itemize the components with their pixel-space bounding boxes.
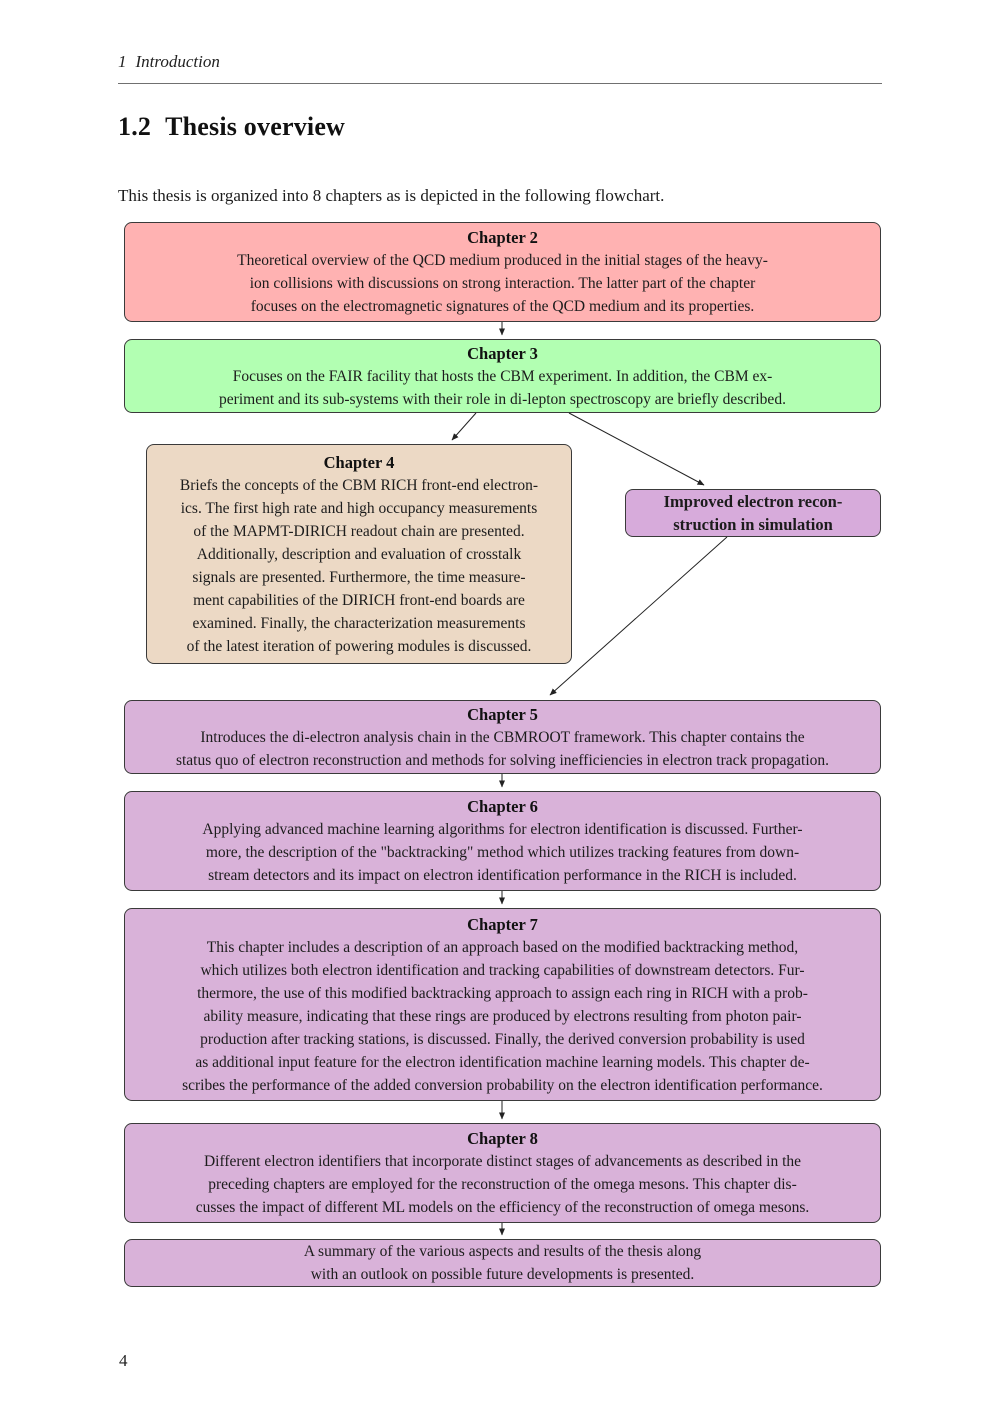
node-text-line: with an outlook on possible future developments is presented. bbox=[310, 1266, 695, 1283]
node-text-line: Additionally, description and evaluation of crosstalk bbox=[196, 545, 522, 563]
node-text-line: preceding chapters are employed for the reconstruction of the omega mesons. This chapter dis- bbox=[208, 1176, 797, 1193]
node-title: Chapter 8 bbox=[467, 1129, 538, 1148]
node-text-line: ability measure, indicating that these rings are produced by electrons resulting from photon pair- bbox=[203, 1007, 802, 1025]
node-text-line: struction in simulation bbox=[673, 515, 833, 534]
node-text-line: Introduces the di-electron analysis chain in the CBMROOT framework. This chapter contains the bbox=[200, 728, 805, 746]
node-title: Chapter 7 bbox=[467, 914, 538, 934]
node-text-line: Improved electron recon- bbox=[663, 492, 843, 511]
node-text-line: ment capabilities of the DIRICH front-end boards are bbox=[193, 591, 525, 609]
node-title: Chapter 5 bbox=[467, 704, 538, 724]
arrow-chapter3-chapter4 bbox=[452, 413, 476, 440]
node-text-line: A summary of the various aspects and results of the thesis along bbox=[303, 1243, 702, 1260]
node-text-line: as additional input feature for the electron identification machine learning models. This chapter de- bbox=[195, 1053, 810, 1071]
node-text-line: ion collisions with discussions on strong interaction. The latter part of the chapter bbox=[249, 275, 756, 292]
node-text-line: Applying advanced machine learning algorithms for electron identification is discussed. Further- bbox=[202, 821, 803, 838]
node-text-line: cusses the impact of different ML models on the efficiency of the reconstruction of omega mesons. bbox=[195, 1199, 810, 1216]
flowchart-node-improved-electron-reconstruction bbox=[625, 489, 881, 537]
flowchart-node-chapter-6 bbox=[124, 791, 881, 891]
node-text-line: signals are presented. Furthermore, the time measure- bbox=[192, 568, 526, 586]
node-text-line: status quo of electron reconstruction and methods for solving inefficiencies in electron track propagation. bbox=[175, 751, 830, 769]
running-header-title: Introduction bbox=[135, 52, 220, 71]
node-text-line: This chapter includes a description of an approach based on the modified backtracking method, bbox=[206, 938, 799, 956]
flowchart-node-chapter-3 bbox=[124, 339, 881, 413]
node-text-line: thermore, the use of this modified backtracking approach to assign each ring in RICH with a prob- bbox=[197, 984, 808, 1002]
flowchart-node-chapter-8 bbox=[124, 1123, 881, 1223]
arrow-improved-chapter5 bbox=[550, 537, 727, 695]
running-header-chapter-number: 1 bbox=[118, 52, 127, 71]
node-text-line: production after tracking stations, is discussed. Finally, the derived conversion probability is used bbox=[200, 1030, 805, 1048]
node-text-line: ics. The first high rate and high occupancy measurements bbox=[180, 499, 538, 517]
node-title: Chapter 2 bbox=[467, 228, 538, 247]
node-text-line: Different electron identifiers that incorporate distinct stages of advancements as described in the bbox=[203, 1153, 802, 1170]
node-title: Chapter 6 bbox=[467, 797, 538, 816]
running-header bbox=[118, 52, 882, 72]
node-text-line: of the MAPMT-DIRICH readout chain are presented. bbox=[193, 522, 525, 540]
node-text-line: Focuses on the FAIR facility that hosts the CBM experiment. In addition, the CBM ex- bbox=[232, 367, 773, 385]
node-text-line: examined. Finally, the characterization measurements bbox=[192, 614, 526, 632]
node-title: Chapter 3 bbox=[467, 343, 538, 363]
header-rule bbox=[118, 83, 882, 84]
node-title: Chapter 4 bbox=[323, 452, 395, 472]
flowchart-node-chapter-5 bbox=[124, 700, 881, 774]
node-text-line: more, the description of the "backtracking" method which utilizes tracking features from down- bbox=[205, 844, 800, 861]
node-text-line: of the latest iteration of powering modules is discussed. bbox=[186, 637, 532, 655]
node-text-line: which utilizes both electron identification and tracking capabilities of downstream detectors. Fur- bbox=[200, 961, 805, 979]
node-text-line: Theoretical overview of the QCD medium produced in the initial stages of the heavy- bbox=[237, 252, 768, 269]
flowchart-node-summary bbox=[124, 1239, 881, 1287]
page-number: 4 bbox=[119, 1351, 128, 1370]
node-text-line: stream detectors and its impact on electron identification performance in the RICH is included. bbox=[208, 867, 797, 884]
intro-paragraph: This thesis is organized into 8 chapters as is depicted in the following flowchart. bbox=[118, 186, 665, 205]
node-text-line: focuses on the electromagnetic signatures of the QCD medium and its properties. bbox=[250, 298, 755, 315]
node-text-line: scribes the performance of the added conversion probability on the electron identification performance. bbox=[182, 1076, 823, 1094]
flowchart-node-chapter-2 bbox=[124, 222, 881, 322]
section-number: 1.2 bbox=[118, 112, 152, 141]
flowchart-node-chapter-4 bbox=[146, 444, 572, 664]
arrow-chapter3-improved bbox=[569, 413, 704, 485]
section-heading bbox=[118, 112, 345, 142]
flowchart-node-chapter-7 bbox=[124, 908, 881, 1101]
section-title: Thesis overview bbox=[165, 112, 346, 141]
node-text-line: periment and its sub-systems with their role in di-lepton spectroscopy are briefly described. bbox=[219, 390, 786, 408]
node-text-line: Briefs the concepts of the CBM RICH front-end electron- bbox=[179, 476, 539, 494]
